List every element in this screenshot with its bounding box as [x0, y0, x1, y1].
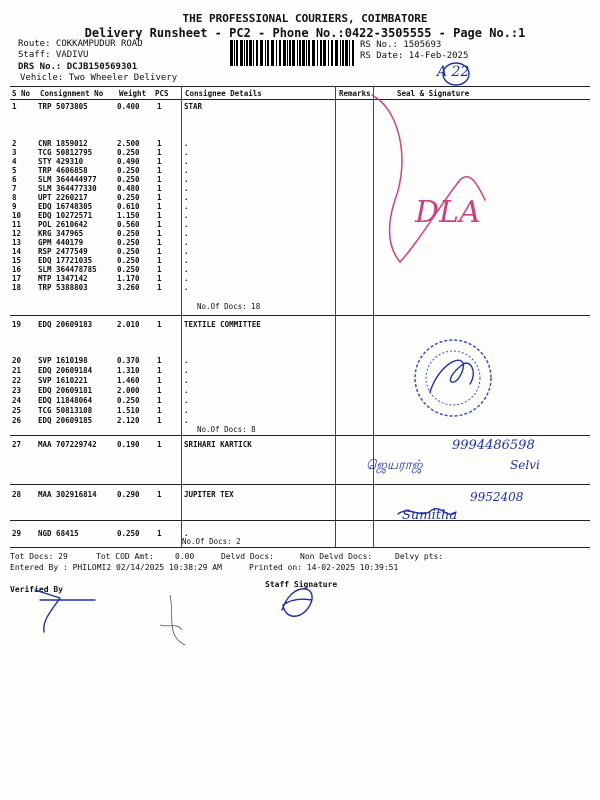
red-ink-loop — [372, 95, 402, 262]
handwritten-top-note: A 22 — [437, 64, 470, 80]
row-consignment: SVP 1610198 — [38, 356, 88, 365]
row-pcs: 1 — [157, 102, 162, 111]
staff: Staff: VADIVU — [18, 50, 89, 60]
row-sno: 19 — [12, 320, 22, 329]
row-consignee: . — [184, 356, 189, 365]
row-sno: 12 — [12, 229, 22, 238]
row-consignment: EDQ 16748305 — [38, 202, 93, 211]
row-consignment: SLM 364477330 — [38, 184, 97, 193]
row-weight: 0.250 — [117, 247, 140, 256]
row-weight: 0.250 — [117, 265, 140, 274]
row-weight: 0.370 — [117, 356, 140, 365]
row-sno: 25 — [12, 406, 22, 415]
row-weight: 2.120 — [117, 416, 140, 425]
row-consignment: CNR 1859012 — [38, 139, 88, 148]
row-consignment: SLM 364444977 — [38, 175, 97, 184]
row-consignee: . — [184, 247, 189, 256]
row-weight: 0.290 — [117, 490, 140, 499]
row-pcs: 1 — [157, 256, 162, 265]
row-sno: 29 — [12, 529, 22, 538]
row-weight: 0.250 — [117, 193, 140, 202]
row-consignment: UPT 2260217 — [38, 193, 88, 202]
handwritten-dla: DLA — [415, 195, 481, 230]
row-consignee: . — [184, 166, 189, 175]
row-consignee: . — [184, 139, 189, 148]
row-consignee: . — [184, 229, 189, 238]
row-sno: 6 — [12, 175, 17, 184]
row-sno: 3 — [12, 148, 17, 157]
handwritten-name-2: Sumitha — [402, 508, 458, 523]
row-consignee: . — [184, 396, 189, 405]
row-consignment: TRP 5073805 — [38, 102, 88, 111]
staff-signature-label: Staff Signature — [265, 580, 338, 589]
row-weight: 1.510 — [117, 406, 140, 415]
row-consignment: MAA 302916814 — [38, 490, 97, 499]
row-pcs: 1 — [157, 283, 162, 292]
row-sno: 13 — [12, 238, 22, 247]
row-sno: 16 — [12, 265, 22, 274]
row-pcs: 1 — [157, 366, 162, 375]
row-consignment: EDQ 20609183 — [38, 320, 93, 329]
col-sno: S No — [12, 89, 31, 98]
tot-cod-label: Tot COD Amt: — [96, 552, 154, 561]
row-sno: 15 — [12, 256, 22, 265]
row-pcs: 1 — [157, 490, 162, 499]
row-sno: 1 — [12, 102, 17, 111]
drs-no: DRS No.: DCJB150569301 — [18, 62, 138, 72]
docs-count: No.Of Docs: 18 — [197, 302, 261, 311]
row-consignee: . — [184, 202, 189, 211]
row-pcs: 1 — [157, 416, 162, 425]
row-consignee: . — [184, 376, 189, 385]
seal-stamp — [415, 340, 491, 416]
row-consignee: . — [184, 366, 189, 375]
row-consignment: NGD 68415 — [38, 529, 79, 538]
non-delvd-docs: Non Delvd Docs: — [300, 552, 373, 561]
row-consignee: . — [184, 184, 189, 193]
row-weight: 0.250 — [117, 256, 140, 265]
row-consignment: TCG 50813108 — [38, 406, 93, 415]
row-pcs: 1 — [157, 320, 162, 329]
row-consignee: STAR — [184, 102, 203, 111]
delvd-docs: Delvd Docs: — [221, 552, 274, 561]
docs-count: No.Of Docs: 2 — [182, 537, 241, 546]
handwritten-phone-2: 9952408 — [470, 490, 524, 504]
row-consignment: EDQ 11848064 — [38, 396, 93, 405]
row-consignee: . — [184, 220, 189, 229]
row-consignee: . — [184, 157, 189, 166]
row-weight: 0.250 — [117, 166, 140, 175]
row-sno: 9 — [12, 202, 17, 211]
col-weight: Weight — [119, 89, 147, 98]
row-weight: 0.490 — [117, 157, 140, 166]
row-consignee: . — [184, 256, 189, 265]
row-sno: 7 — [12, 184, 17, 193]
row-sno: 4 — [12, 157, 17, 166]
row-sno: 2 — [12, 139, 17, 148]
row-weight: 1.170 — [117, 274, 140, 283]
row-consignment: EDQ 20609181 — [38, 386, 93, 395]
staff-signature — [282, 589, 312, 617]
row-consignment: TCG 50812795 — [38, 148, 93, 157]
pencil-marks — [160, 595, 185, 645]
row-weight: 0.190 — [117, 440, 140, 449]
row-sno: 14 — [12, 247, 22, 256]
row-sno: 20 — [12, 356, 22, 365]
row-pcs: 1 — [157, 193, 162, 202]
row-pcs: 1 — [157, 148, 162, 157]
row-consignee: . — [184, 193, 189, 202]
row-sno: 22 — [12, 376, 22, 385]
row-pcs: 1 — [157, 220, 162, 229]
rs-no: RS No.: 1505693 — [360, 40, 442, 50]
row-consignee: . — [184, 386, 189, 395]
col-seal: Seal & Signature — [397, 89, 470, 98]
row-pcs: 1 — [157, 166, 162, 175]
row-consignment: GPM 440179 — [38, 238, 84, 247]
row-sno: 5 — [12, 166, 17, 175]
row-pcs: 1 — [157, 265, 162, 274]
row-consignment: EDQ 20609185 — [38, 416, 93, 425]
row-pcs: 1 — [157, 139, 162, 148]
verified-by: Verified By — [10, 585, 63, 594]
row-sno: 21 — [12, 366, 22, 375]
row-consignee: . — [184, 211, 189, 220]
row-consignment: TRP 4606858 — [38, 166, 88, 175]
row-pcs: 1 — [157, 238, 162, 247]
row-weight: 2.000 — [117, 386, 140, 395]
row-pcs: 1 — [157, 529, 162, 538]
vehicle: Vehicle: Two Wheeler Delivery — [20, 73, 178, 83]
row-consignment: KRG 347965 — [38, 229, 84, 238]
row-consignee: . — [184, 148, 189, 157]
route: Route: COKKAMPUDUR ROAD — [18, 39, 143, 49]
row-consignment: MTP 1347142 — [38, 274, 88, 283]
row-consignment: EDQ 20609184 — [38, 366, 93, 375]
tot-cod-value: 0.00 — [175, 552, 195, 561]
delvy-pts: Delvy pts: — [395, 552, 444, 561]
col-consignment: Consignment No — [40, 89, 104, 98]
row-weight: 2.500 — [117, 139, 140, 148]
row-pcs: 1 — [157, 406, 162, 415]
row-weight: 0.610 — [117, 202, 140, 211]
row-consignee: TEXTILE COMMITTEE — [184, 320, 261, 329]
row-consignment: POL 2610642 — [38, 220, 88, 229]
runsheet-title: Delivery Runsheet - PC2 - Phone No.:0422-3505555 - Page No.:1 — [84, 26, 526, 40]
handwritten-tamil-name: ஜெயராஜ் — [366, 458, 423, 473]
row-consignee: . — [184, 265, 189, 274]
row-weight: 0.250 — [117, 238, 140, 247]
row-consignee: . — [184, 529, 189, 538]
row-weight: 0.250 — [117, 529, 140, 538]
row-consignment: SLM 364478785 — [38, 265, 97, 274]
row-pcs: 1 — [157, 184, 162, 193]
row-sno: 23 — [12, 386, 22, 395]
row-weight: 0.560 — [117, 220, 140, 229]
row-sno: 27 — [12, 440, 22, 449]
row-pcs: 1 — [157, 211, 162, 220]
row-weight: 0.400 — [117, 102, 140, 111]
row-sno: 17 — [12, 274, 22, 283]
entered-by: Entered By : PHILOMI2 02/14/2025 10:38:29 AM — [10, 563, 222, 572]
row-consignee: . — [184, 416, 189, 425]
tot-docs: Tot Docs: 29 — [10, 552, 68, 561]
row-pcs: 1 — [157, 229, 162, 238]
verified-signature — [35, 590, 95, 632]
handwritten-phone-1: 9994486598 — [452, 438, 535, 453]
row-weight: 2.010 — [117, 320, 140, 329]
row-weight: 0.250 — [117, 396, 140, 405]
row-pcs: 1 — [157, 386, 162, 395]
row-pcs: 1 — [157, 157, 162, 166]
row-sno: 18 — [12, 283, 22, 292]
col-consignee: Consignee Details — [185, 89, 262, 98]
row-pcs: 1 — [157, 202, 162, 211]
row-weight: 0.250 — [117, 148, 140, 157]
row-consignee: JUPITER TEX — [184, 490, 234, 499]
row-consignment: EDQ 10272571 — [38, 211, 93, 220]
row-weight: 0.250 — [117, 175, 140, 184]
col-pcs: PCS — [155, 89, 169, 98]
row-weight: 0.480 — [117, 184, 140, 193]
row-sno: 24 — [12, 396, 22, 405]
row-consignee: SRIHARI KARTICK — [184, 440, 252, 449]
row-weight: 1.460 — [117, 376, 140, 385]
row-weight: 1.150 — [117, 211, 140, 220]
col-remarks: Remarks — [339, 89, 371, 98]
row-pcs: 1 — [157, 376, 162, 385]
handwritten-name-1: Selvi — [510, 458, 540, 472]
row-pcs: 1 — [157, 274, 162, 283]
row-sno: 11 — [12, 220, 22, 229]
row-sno: 28 — [12, 490, 22, 499]
row-consignee: . — [184, 238, 189, 247]
row-sno: 10 — [12, 211, 22, 220]
row-weight: 0.250 — [117, 229, 140, 238]
row-consignee: . — [184, 283, 189, 292]
row-consignment: EDQ 17721035 — [38, 256, 93, 265]
docs-count: No.Of Docs: 8 — [197, 425, 256, 434]
row-consignee: . — [184, 175, 189, 184]
printed-on: Printed on: 14-02-2025 10:39:51 — [249, 563, 399, 572]
row-consignee: . — [184, 274, 189, 283]
row-pcs: 1 — [157, 440, 162, 449]
row-sno: 8 — [12, 193, 17, 202]
company-name: THE PROFESSIONAL COURIERS, COIMBATORE — [182, 12, 428, 25]
row-pcs: 1 — [157, 175, 162, 184]
row-pcs: 1 — [157, 396, 162, 405]
row-weight: 3.260 — [117, 283, 140, 292]
row-consignment: SVP 1610221 — [38, 376, 88, 385]
row-consignment: STY 429310 — [38, 157, 84, 166]
row-weight: 1.310 — [117, 366, 140, 375]
row-consignment: MAA 707229742 — [38, 440, 97, 449]
rs-date: RS Date: 14-Feb-2025 — [360, 51, 469, 61]
row-pcs: 1 — [157, 247, 162, 256]
row-pcs: 1 — [157, 356, 162, 365]
row-consignment: TRP 5388803 — [38, 283, 88, 292]
row-consignee: . — [184, 406, 189, 415]
row-consignment: RSP 2477549 — [38, 247, 88, 256]
row-sno: 26 — [12, 416, 22, 425]
